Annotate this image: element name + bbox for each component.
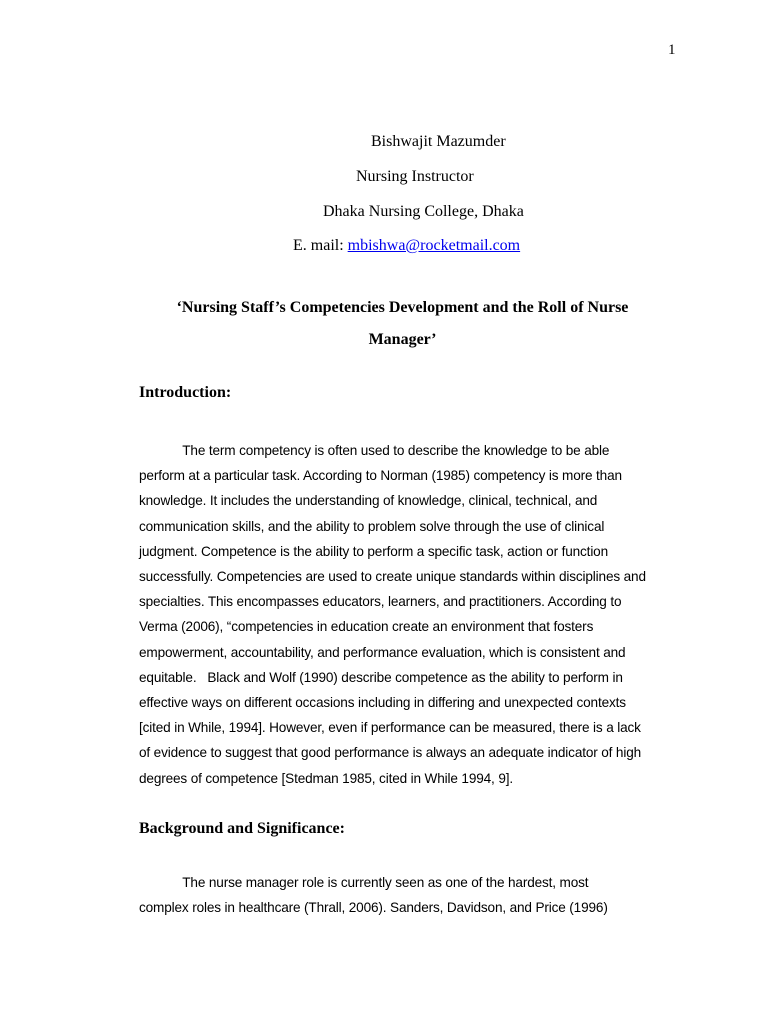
email-link[interactable]: mbishwa@rocketmail.com xyxy=(347,237,521,254)
text-line: The term competency is often used to describe the knowledge to be able xyxy=(139,443,610,458)
author-name: Bishwajit Mazumder xyxy=(371,133,506,150)
text-line: complex roles in healthcare (Thrall, 2006). Sanders, Davidson, and Price (1996) xyxy=(139,900,608,916)
page-number: 1 xyxy=(668,42,676,58)
text-line: judgment. Competence is the ability to perform a specific task, action or function xyxy=(139,543,609,559)
text-line: Verma (2006), “competencies in education create an environment that fosters xyxy=(139,619,594,635)
author-role: Nursing Instructor xyxy=(356,168,474,185)
author-email-line xyxy=(293,236,520,256)
text-line: perform at a particular task. According to Norman (1985) competency is more than xyxy=(139,468,622,484)
email-label: E. mail: xyxy=(293,237,348,254)
text-line: empowerment, accountability, and performance evaluation, which is consistent and xyxy=(139,644,626,660)
introduction-heading: Introduction: xyxy=(139,384,232,401)
text-line: specialties. This encompasses educators, learners, and practitioners. According to xyxy=(139,594,622,610)
background-paragraph xyxy=(139,870,679,920)
text-line: communication skills, and the ability to problem solve through the use of clinical xyxy=(139,518,605,534)
title-line: ‘Nursing Staff’s Competencies Development and the Roll of Nurse xyxy=(176,299,629,316)
introduction-paragraph xyxy=(139,438,679,791)
text-line: [cited in While, 1994]. However, even if performance can be measured, there is a lack xyxy=(139,720,641,736)
text-line: of evidence to suggest that good performance is always an adequate indicator of high xyxy=(139,745,642,761)
text-line: successfully. Competencies are used to create unique standards within disciplines and xyxy=(139,569,646,585)
text-line: The nurse manager role is currently seen as one of the hardest, most xyxy=(139,875,589,890)
background-heading: Background and Significance: xyxy=(139,820,345,837)
author-institution: Dhaka Nursing College, Dhaka xyxy=(323,203,524,220)
title-line: Manager’ xyxy=(368,331,437,348)
text-line: equitable. Black and Wolf (1990) describe competence as the ability to perform in xyxy=(139,669,623,685)
paper-title xyxy=(140,292,665,356)
text-line: effective ways on different occasions including in differing and unexpected contexts xyxy=(139,695,626,711)
text-line: knowledge. It includes the understanding of knowledge, clinical, technical, and xyxy=(139,493,598,509)
text-line: degrees of competence [Stedman 1985, cited in While 1994, 9]. xyxy=(139,770,513,786)
